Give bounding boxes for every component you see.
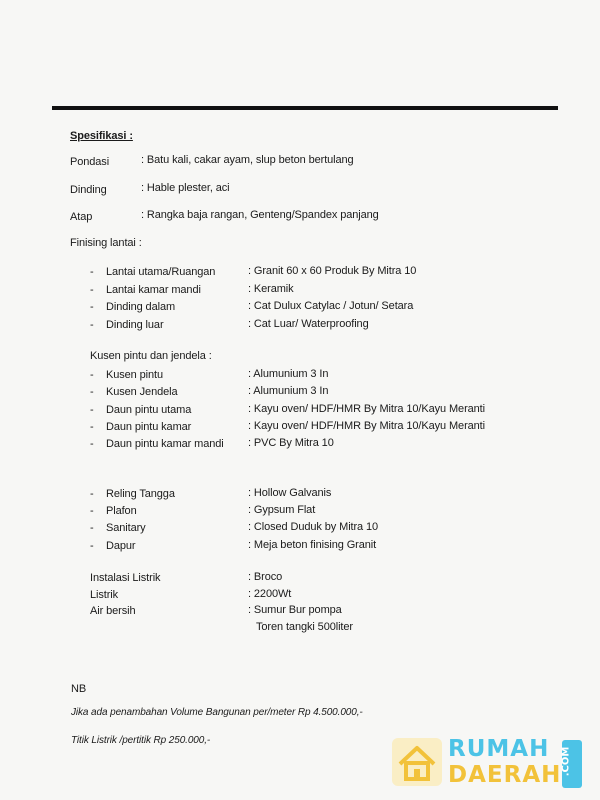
kusen-label-daun-pintu-kamar: Daun pintu kamar [106,421,192,433]
finishing-value-dinding-dalam: : Cat Dulux Catylac / Jotun/ Setara [248,300,414,312]
finishing-label-lantai-kamar-mandi: Lantai kamar mandi [106,284,201,296]
spec-value-atap: : Rangka baja rangan, Genteng/Spandex panjang [141,209,379,221]
watermark-logo [390,732,590,792]
list-bullet: - [90,266,94,278]
kusen-value-kusen-pintu: : Alumunium 3 In [248,368,329,380]
kusen-value-daun-pintu-kamar: : Kayu oven/ HDF/HMR By Mitra 10/Kayu Meranti [248,420,485,432]
utility-value-toren: Toren tangki 500liter [256,621,353,633]
list-bullet: - [90,488,94,500]
finishing-heading: Finising lantai : [70,237,142,249]
other-value-reling-tangga: : Hollow Galvanis [248,487,332,499]
kusen-label-kusen-pintu: Kusen pintu [106,369,163,381]
utility-label-listrik: Listrik [90,589,119,601]
watermark-com-badge [562,740,582,788]
spec-label-pondasi: Pondasi [70,156,110,168]
spec-label-atap: Atap [70,211,93,223]
list-bullet: - [90,369,94,381]
finishing-value-lantai-kamar-mandi: : Keramik [248,283,294,295]
list-bullet: - [90,386,94,398]
list-bullet: - [90,421,94,433]
other-value-sanitary: : Closed Duduk by Mitra 10 [248,521,379,533]
other-value-dapur: : Meja beton finising Granit [248,539,377,551]
nb-line-volume: Jika ada penambahan Volume Bangunan per/meter Rp 4.500.000,- [71,707,363,718]
utility-value-instalasi-listrik: : Broco [248,571,283,583]
page-title: Spesifikasi : [70,130,133,142]
spec-value-pondasi: : Batu kali, cakar ayam, slup beton bertulang [141,154,354,166]
finishing-value-lantai-utama: : Granit 60 x 60 Produk By Mitra 10 [248,265,417,277]
list-bullet: - [90,522,94,534]
utility-value-listrik: : 2200Wt [248,588,292,600]
nb-line-listrik: Titik Listrik /pertitik Rp 250.000,- [71,735,211,746]
watermark-com-text: .COM [560,746,572,777]
other-label-dapur: Dapur [106,540,136,552]
list-bullet: - [90,540,94,552]
other-label-plafon: Plafon [106,505,137,517]
house-icon [390,734,446,790]
finishing-label-dinding-luar: Dinding luar [106,319,164,331]
spec-value-dinding: : Hable plester, aci [141,182,230,194]
list-bullet: - [90,319,94,331]
kusen-heading: Kusen pintu dan jendela : [90,350,212,362]
kusen-label-kusen-jendela: Kusen Jendela [106,386,178,398]
list-bullet: - [90,284,94,296]
other-label-sanitary: Sanitary [106,522,146,534]
utility-value-air-bersih: : Sumur Bur pompa [248,604,342,616]
list-bullet: - [90,301,94,313]
finishing-value-dinding-luar: : Cat Luar/ Waterproofing [248,318,369,330]
watermark-line-daerah: DAERAH [448,762,562,788]
other-value-plafon: : Gypsum Flat [248,504,316,516]
kusen-value-daun-pintu-kamar-mandi: : PVC By Mitra 10 [248,437,334,449]
list-bullet: - [90,505,94,517]
watermark-line-rumah: RUMAH [448,736,550,762]
kusen-value-daun-pintu-utama: : Kayu oven/ HDF/HMR By Mitra 10/Kayu Meranti [248,403,485,415]
utility-label-instalasi-listrik: Instalasi Listrik [90,572,161,584]
kusen-label-daun-pintu-kamar-mandi: Daun pintu kamar mandi [106,438,224,450]
finishing-label-dinding-dalam: Dinding dalam [106,301,176,313]
utility-label-air-bersih: Air bersih [90,605,136,617]
finishing-label-lantai-utama: Lantai utama/Ruangan [106,266,216,278]
list-bullet: - [90,404,94,416]
spec-label-dinding: Dinding [70,184,107,196]
header-rule [52,106,558,110]
kusen-label-daun-pintu-utama: Daun pintu utama [106,404,192,416]
nb-heading: NB [71,683,87,695]
other-label-reling-tangga: Reling Tangga [106,488,175,500]
kusen-value-kusen-jendela: : Alumunium 3 In [248,385,329,397]
list-bullet: - [90,438,94,450]
